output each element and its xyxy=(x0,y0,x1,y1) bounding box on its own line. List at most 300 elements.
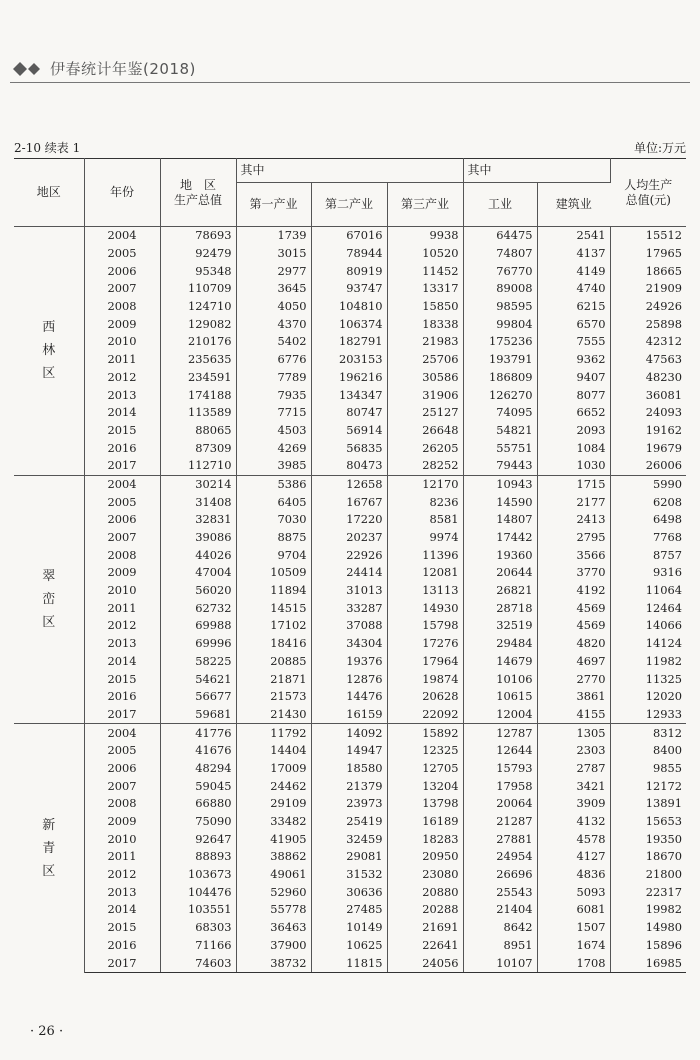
value-cell: 4697 xyxy=(537,653,610,671)
value-cell: 16767 xyxy=(311,493,387,511)
col-secondary: 第二产业 xyxy=(311,183,387,227)
value-cell: 10106 xyxy=(463,670,537,688)
table-row xyxy=(14,475,686,493)
table-row xyxy=(14,760,686,778)
value-cell: 7935 xyxy=(236,386,311,404)
table-row xyxy=(14,937,686,955)
table-row xyxy=(14,883,686,901)
year-cell: 2011 xyxy=(84,351,160,369)
value-cell: 5990 xyxy=(610,475,686,493)
region-name: 新 青 区 xyxy=(14,724,84,973)
value-cell: 22641 xyxy=(387,937,463,955)
value-cell: 14476 xyxy=(311,688,387,706)
value-cell: 3909 xyxy=(537,795,610,813)
value-cell: 129082 xyxy=(160,315,236,333)
year-cell: 2005 xyxy=(84,742,160,760)
value-cell: 92647 xyxy=(160,830,236,848)
table-row xyxy=(14,315,686,333)
table-row xyxy=(14,688,686,706)
value-cell: 19360 xyxy=(463,546,537,564)
value-cell: 12705 xyxy=(387,760,463,778)
value-cell: 8642 xyxy=(463,919,537,937)
table-row xyxy=(14,493,686,511)
value-cell: 1084 xyxy=(537,439,610,457)
value-cell: 18416 xyxy=(236,635,311,653)
year-cell: 2006 xyxy=(84,760,160,778)
value-cell: 12004 xyxy=(463,706,537,724)
value-cell: 21800 xyxy=(645,867,683,882)
value-cell: 38862 xyxy=(236,848,311,866)
value-cell: 4155 xyxy=(537,706,610,724)
value-cell: 10615 xyxy=(463,688,537,706)
table-row xyxy=(14,617,686,635)
value-cell: 8951 xyxy=(463,937,537,955)
year-cell: 2004 xyxy=(84,227,160,245)
value-cell: 15793 xyxy=(463,760,537,778)
value-cell: 26205 xyxy=(387,439,463,457)
value-cell: 11894 xyxy=(236,582,311,600)
value-cell: 20064 xyxy=(463,795,537,813)
value-cell: 4503 xyxy=(236,422,311,440)
value-cell: 29484 xyxy=(463,635,537,653)
value-cell: 4578 xyxy=(537,830,610,848)
value-cell: 49061 xyxy=(236,866,311,884)
value-cell: 7789 xyxy=(236,369,311,387)
value-cell: 5402 xyxy=(236,333,311,351)
value-cell: 17958 xyxy=(463,777,537,795)
value-cell: 3015 xyxy=(236,245,311,263)
value-cell: 11982 xyxy=(645,653,683,668)
year-cell: 2017 xyxy=(84,706,160,724)
value-cell: 21871 xyxy=(236,670,311,688)
value-cell: 14807 xyxy=(463,511,537,529)
value-cell: 7768 xyxy=(653,530,683,545)
value-cell: 66880 xyxy=(160,795,236,813)
value-cell: 74095 xyxy=(463,404,537,422)
value-cell: 11064 xyxy=(645,583,683,598)
table-row xyxy=(14,813,686,831)
value-cell: 20880 xyxy=(387,883,463,901)
value-cell: 20288 xyxy=(387,901,463,919)
value-cell: 27485 xyxy=(311,901,387,919)
value-cell: 124710 xyxy=(160,298,236,316)
year-cell: 2008 xyxy=(84,298,160,316)
value-cell: 26696 xyxy=(463,866,537,884)
value-cell: 80473 xyxy=(311,457,387,475)
value-cell: 78693 xyxy=(160,227,236,245)
value-cell: 48230 xyxy=(645,369,683,384)
value-cell: 19874 xyxy=(387,670,463,688)
value-cell: 2093 xyxy=(537,422,610,440)
value-cell: 29081 xyxy=(311,848,387,866)
value-cell: 5386 xyxy=(236,475,311,493)
year-cell: 2008 xyxy=(84,546,160,564)
value-cell: 16189 xyxy=(387,813,463,831)
value-cell: 3985 xyxy=(236,457,311,475)
value-cell: 22926 xyxy=(311,546,387,564)
value-cell: 9974 xyxy=(387,529,463,547)
value-cell: 10107 xyxy=(463,954,537,972)
year-cell: 2009 xyxy=(84,813,160,831)
value-cell: 22092 xyxy=(387,706,463,724)
value-cell: 9704 xyxy=(236,546,311,564)
value-cell: 62732 xyxy=(160,599,236,617)
year-cell: 2007 xyxy=(84,280,160,298)
value-cell: 33482 xyxy=(236,813,311,831)
value-cell: 20885 xyxy=(236,653,311,671)
value-cell: 11452 xyxy=(387,262,463,280)
value-cell: 24954 xyxy=(463,848,537,866)
value-cell: 13317 xyxy=(387,280,463,298)
value-cell: 113589 xyxy=(160,404,236,422)
value-cell: 80747 xyxy=(311,404,387,422)
value-cell: 41776 xyxy=(160,724,236,742)
value-cell: 21573 xyxy=(236,688,311,706)
value-cell: 38732 xyxy=(236,954,311,972)
value-cell: 6405 xyxy=(236,493,311,511)
value-cell: 182791 xyxy=(311,333,387,351)
table-row xyxy=(14,386,686,404)
value-cell: 20237 xyxy=(311,529,387,547)
year-cell: 2006 xyxy=(84,262,160,280)
value-cell: 26006 xyxy=(645,458,683,473)
value-cell: 10943 xyxy=(463,475,537,493)
double-diamond-icon xyxy=(12,61,48,77)
col-per-capita: 人均生产 总值(元) xyxy=(610,159,686,227)
region-name: 翠 峦 区 xyxy=(14,475,84,724)
value-cell: 3421 xyxy=(537,777,610,795)
table-row xyxy=(14,653,686,671)
table-row xyxy=(14,635,686,653)
value-cell: 12081 xyxy=(387,564,463,582)
table-row xyxy=(14,599,686,617)
value-cell: 32519 xyxy=(463,617,537,635)
value-cell: 175236 xyxy=(463,333,537,351)
year-cell: 2013 xyxy=(84,386,160,404)
value-cell: 18580 xyxy=(311,760,387,778)
value-cell: 8312 xyxy=(610,724,686,742)
value-cell: 17220 xyxy=(311,511,387,529)
value-cell: 6498 xyxy=(653,512,683,527)
table-row xyxy=(14,227,686,245)
value-cell: 12933 xyxy=(645,706,683,721)
value-cell: 15850 xyxy=(387,298,463,316)
value-cell: 56914 xyxy=(311,422,387,440)
year-cell: 2016 xyxy=(84,688,160,706)
value-cell: 41905 xyxy=(236,830,311,848)
value-cell: 14066 xyxy=(645,618,683,633)
year-cell: 2005 xyxy=(84,245,160,263)
value-cell: 69988 xyxy=(160,617,236,635)
yearbook-title: 伊春统计年鉴(2018) xyxy=(50,60,196,78)
value-cell: 67016 xyxy=(311,227,387,245)
value-cell: 174188 xyxy=(160,386,236,404)
value-cell: 93747 xyxy=(311,280,387,298)
year-cell: 2016 xyxy=(84,937,160,955)
value-cell: 19982 xyxy=(645,902,683,917)
value-cell: 9407 xyxy=(537,369,610,387)
col-of-which-secondary: 其中 xyxy=(463,159,610,183)
value-cell: 18665 xyxy=(645,263,683,278)
value-cell: 14404 xyxy=(236,742,311,760)
year-cell: 2009 xyxy=(84,564,160,582)
year-cell: 2010 xyxy=(84,830,160,848)
value-cell: 6776 xyxy=(236,351,311,369)
value-cell: 19679 xyxy=(645,440,683,455)
value-cell: 4370 xyxy=(236,315,311,333)
value-cell: 13204 xyxy=(387,777,463,795)
value-cell: 203153 xyxy=(311,351,387,369)
value-cell: 1674 xyxy=(537,937,610,955)
value-cell: 1739 xyxy=(236,227,311,245)
value-cell: 5093 xyxy=(537,883,610,901)
year-cell: 2011 xyxy=(84,848,160,866)
value-cell: 99804 xyxy=(463,315,537,333)
value-cell: 4050 xyxy=(236,298,311,316)
value-cell: 18338 xyxy=(387,315,463,333)
value-cell: 18670 xyxy=(645,849,683,864)
table-row xyxy=(14,404,686,422)
table-row xyxy=(14,511,686,529)
value-cell: 74603 xyxy=(160,954,236,972)
value-cell: 134347 xyxy=(311,386,387,404)
value-cell: 6081 xyxy=(537,901,610,919)
page-number: · 26 · xyxy=(30,1024,64,1039)
table-row xyxy=(14,457,686,475)
value-cell: 3861 xyxy=(537,688,610,706)
value-cell: 12644 xyxy=(463,742,537,760)
value-cell: 23973 xyxy=(311,795,387,813)
value-cell: 2795 xyxy=(537,529,610,547)
table-body xyxy=(14,227,686,973)
value-cell: 7555 xyxy=(537,333,610,351)
table-row xyxy=(14,529,686,547)
value-cell: 2413 xyxy=(537,511,610,529)
year-cell: 2007 xyxy=(84,777,160,795)
year-cell: 2009 xyxy=(84,315,160,333)
value-cell: 235635 xyxy=(160,351,236,369)
value-cell: 18283 xyxy=(387,830,463,848)
value-cell: 20628 xyxy=(387,688,463,706)
value-cell: 11792 xyxy=(236,724,311,742)
value-cell: 55778 xyxy=(236,901,311,919)
col-tertiary: 第三产业 xyxy=(387,183,463,227)
value-cell: 17442 xyxy=(463,529,537,547)
value-cell: 15896 xyxy=(645,937,683,952)
year-cell: 2015 xyxy=(84,919,160,937)
value-cell: 56835 xyxy=(311,439,387,457)
value-cell: 21909 xyxy=(645,281,683,296)
year-cell: 2008 xyxy=(84,795,160,813)
value-cell: 47563 xyxy=(645,352,683,367)
col-of-which-sectors: 其中 xyxy=(236,159,463,183)
value-cell: 4132 xyxy=(537,813,610,831)
value-cell: 21287 xyxy=(463,813,537,831)
value-cell: 110709 xyxy=(160,280,236,298)
value-cell: 88065 xyxy=(160,422,236,440)
value-cell: 14124 xyxy=(645,636,683,651)
value-cell: 7030 xyxy=(236,511,311,529)
value-cell: 19376 xyxy=(311,653,387,671)
value-cell: 14930 xyxy=(387,599,463,617)
value-cell: 25127 xyxy=(387,404,463,422)
value-cell: 12787 xyxy=(463,724,537,742)
value-cell: 24414 xyxy=(311,564,387,582)
value-cell: 1715 xyxy=(537,475,610,493)
value-cell: 12170 xyxy=(387,475,463,493)
table-row xyxy=(14,706,686,724)
value-cell: 26648 xyxy=(387,422,463,440)
value-cell: 196216 xyxy=(311,369,387,387)
value-cell: 186809 xyxy=(463,369,537,387)
value-cell: 112710 xyxy=(160,457,236,475)
value-cell: 71166 xyxy=(160,937,236,955)
table-row xyxy=(14,582,686,600)
table-row xyxy=(14,564,686,582)
value-cell: 8757 xyxy=(653,547,683,562)
value-cell: 25419 xyxy=(311,813,387,831)
year-cell: 2012 xyxy=(84,369,160,387)
value-cell: 3645 xyxy=(236,280,311,298)
value-cell: 17009 xyxy=(236,760,311,778)
value-cell: 23080 xyxy=(387,866,463,884)
year-cell: 2010 xyxy=(84,333,160,351)
value-cell: 28718 xyxy=(463,599,537,617)
value-cell: 4740 xyxy=(537,280,610,298)
table-row xyxy=(14,724,686,742)
value-cell: 2770 xyxy=(537,670,610,688)
value-cell: 29109 xyxy=(236,795,311,813)
table-row xyxy=(14,848,686,866)
value-cell: 69996 xyxy=(160,635,236,653)
value-cell: 4149 xyxy=(537,262,610,280)
value-cell: 17964 xyxy=(387,653,463,671)
value-cell: 6570 xyxy=(537,315,610,333)
value-cell: 17276 xyxy=(387,635,463,653)
year-cell: 2014 xyxy=(84,404,160,422)
col-gdp: 地 区 生产总值 xyxy=(160,159,236,227)
table-row xyxy=(14,919,686,937)
value-cell: 1030 xyxy=(537,457,610,475)
value-cell: 25543 xyxy=(463,883,537,901)
value-cell: 6652 xyxy=(537,404,610,422)
value-cell: 54621 xyxy=(160,670,236,688)
value-cell: 19162 xyxy=(645,422,683,437)
table-row xyxy=(14,422,686,440)
value-cell: 24926 xyxy=(645,299,683,314)
value-cell: 8236 xyxy=(387,493,463,511)
value-cell: 21404 xyxy=(463,901,537,919)
table-row xyxy=(14,954,686,972)
value-cell: 104476 xyxy=(160,883,236,901)
value-cell: 26821 xyxy=(463,582,537,600)
value-cell: 3566 xyxy=(537,546,610,564)
value-cell: 25706 xyxy=(387,351,463,369)
value-cell: 6208 xyxy=(653,494,683,509)
value-cell: 24462 xyxy=(236,777,311,795)
value-cell: 103551 xyxy=(160,901,236,919)
year-cell: 2006 xyxy=(84,511,160,529)
table-row xyxy=(14,245,686,263)
value-cell: 98595 xyxy=(463,298,537,316)
value-cell: 1507 xyxy=(537,919,610,937)
value-cell: 31408 xyxy=(160,493,236,511)
value-cell: 24093 xyxy=(645,405,683,420)
value-cell: 8581 xyxy=(387,511,463,529)
table-row xyxy=(14,901,686,919)
value-cell: 210176 xyxy=(160,333,236,351)
value-cell: 31906 xyxy=(387,386,463,404)
value-cell: 4820 xyxy=(537,635,610,653)
value-cell: 21430 xyxy=(236,706,311,724)
table-row xyxy=(14,298,686,316)
year-cell: 2012 xyxy=(84,617,160,635)
value-cell: 52960 xyxy=(236,883,311,901)
value-cell: 59045 xyxy=(160,777,236,795)
value-cell: 79443 xyxy=(463,457,537,475)
value-cell: 12464 xyxy=(645,600,683,615)
value-cell: 28252 xyxy=(387,457,463,475)
table-row xyxy=(14,280,686,298)
col-primary: 第一产业 xyxy=(236,183,311,227)
value-cell: 74807 xyxy=(463,245,537,263)
value-cell: 14980 xyxy=(645,920,683,935)
value-cell: 32831 xyxy=(160,511,236,529)
value-cell: 68303 xyxy=(160,919,236,937)
value-cell: 4269 xyxy=(236,439,311,457)
value-cell: 1708 xyxy=(537,954,610,972)
value-cell: 59681 xyxy=(160,706,236,724)
value-cell: 89008 xyxy=(463,280,537,298)
value-cell: 54821 xyxy=(463,422,537,440)
value-cell: 2787 xyxy=(537,760,610,778)
value-cell: 4192 xyxy=(537,582,610,600)
value-cell: 92479 xyxy=(160,245,236,263)
running-header xyxy=(10,56,690,83)
unit-label: 单位:万元 xyxy=(633,141,686,155)
value-cell: 8400 xyxy=(653,743,683,758)
value-cell: 55751 xyxy=(463,439,537,457)
value-cell: 13891 xyxy=(645,796,683,811)
value-cell: 16985 xyxy=(610,954,686,972)
year-cell: 2016 xyxy=(84,439,160,457)
year-cell: 2007 xyxy=(84,529,160,547)
value-cell: 37088 xyxy=(311,617,387,635)
value-cell: 106374 xyxy=(311,315,387,333)
value-cell: 1305 xyxy=(537,724,610,742)
year-cell: 2011 xyxy=(84,599,160,617)
value-cell: 10520 xyxy=(387,245,463,263)
value-cell: 11396 xyxy=(387,546,463,564)
value-cell: 95348 xyxy=(160,262,236,280)
value-cell: 4137 xyxy=(537,245,610,263)
value-cell: 76770 xyxy=(463,262,537,280)
value-cell: 4569 xyxy=(537,617,610,635)
value-cell: 25898 xyxy=(645,316,683,331)
year-cell: 2004 xyxy=(84,475,160,493)
value-cell: 8077 xyxy=(537,386,610,404)
value-cell: 22317 xyxy=(645,884,683,899)
value-cell: 234591 xyxy=(160,369,236,387)
value-cell: 13113 xyxy=(387,582,463,600)
value-cell: 17965 xyxy=(645,246,683,261)
value-cell: 16159 xyxy=(311,706,387,724)
year-cell: 2012 xyxy=(84,866,160,884)
year-cell: 2014 xyxy=(84,901,160,919)
col-construction: 建筑业 xyxy=(537,183,610,227)
value-cell: 10625 xyxy=(311,937,387,955)
value-cell: 88893 xyxy=(160,848,236,866)
